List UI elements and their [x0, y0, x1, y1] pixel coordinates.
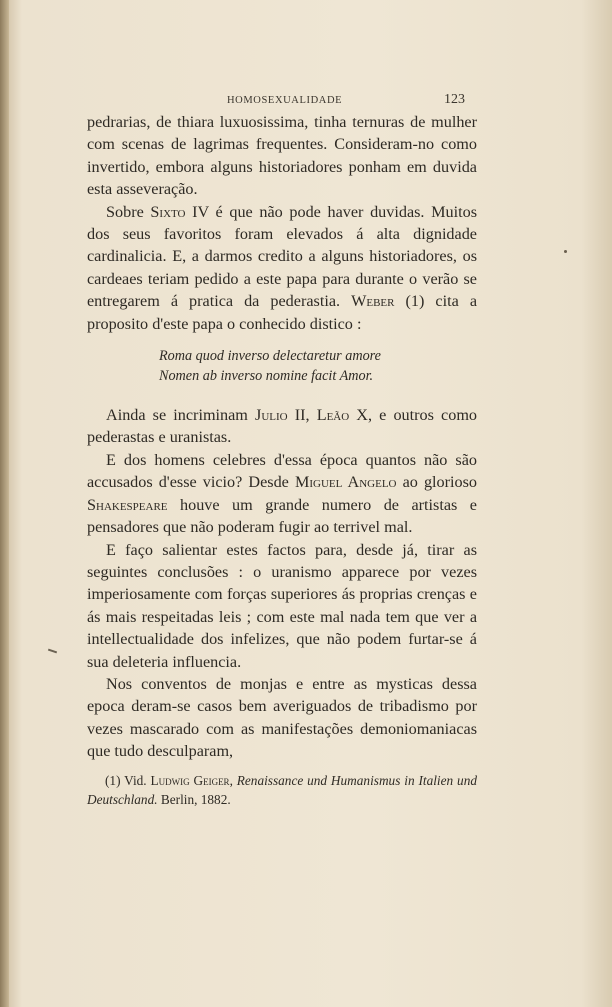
person-name-miguel-angelo: Miguel Angelo [294, 473, 397, 492]
paragraph-3-text-b: II, [287, 406, 317, 425]
footnote [87, 771, 477, 809]
paragraph-2 [87, 201, 477, 335]
paragraph-2-text-b: IV é que não pode haver duvidas. Muitos dos seus favoritos foram elevados á alta dignidade cardinalicia. E, a darmos credito a alguns historiadores, os cardeaes teriam pedido a este papa para durante o verão se entregarem á pratica da pederastia. [87, 202, 477, 311]
person-name-julio: Julio [255, 406, 288, 425]
verse-line-2: Nomen ab inverso nomine facit Amor. [159, 367, 374, 384]
latin-distich [159, 347, 477, 386]
paragraph-3-text-a: Ainda se incriminam [106, 406, 256, 425]
person-name-sixto: Sixto [150, 202, 186, 221]
verse-line-1: Roma quod inverso delectaretur amore [159, 348, 381, 365]
paragraph-5: E faço salientar estes factos para, desde já, tirar as seguintes conclusões : o uranismo apparece por vezes imperiosamente com forças superiores ás proprias crenças e ás mais respeitadas leis ; com este mal nada tem que ver a intellectualidade dos infelizes, que não podem furtar-se á sua deleteria influencia. [87, 540, 477, 671]
paragraph-2-text-a: Sobre [106, 202, 151, 221]
footnote-book-title: Renaissance und Humanismus in Italien und Deutschland. [87, 772, 477, 807]
running-head-title: HOMOSEXUALIDADE [227, 95, 343, 106]
footnote-place-date: Berlin, 1882. [157, 791, 231, 807]
text-block [87, 85, 477, 809]
person-name-shakespeare: Shakespeare [87, 495, 168, 514]
body-text [87, 111, 477, 763]
footnote-separator: , [229, 772, 237, 788]
paragraph-4-text-b: ao glorioso [396, 473, 478, 492]
paragraph-3 [87, 404, 477, 449]
paragraph-4-text-c: houve um grande numero de artistas e pensadores que não poderam fugir ao terrivel mal. [87, 495, 477, 537]
paragraph-2-text-c: (1) cita a proposito d'este papa o conhecido distico : [87, 292, 478, 333]
ink-speck [564, 250, 567, 253]
person-name-leao: Leão [316, 406, 350, 425]
paragraph-4-text-a: E dos homens celebres d'essa época quantos não são accusados d'esse vicio? Desde [87, 450, 477, 492]
running-head [87, 85, 477, 111]
paragraph-1: pedrarias, de thiara luxuosissima, tinha ternuras de mulher com scenas de lagrimas frequentes. Consideram-no como invertido, embora alguns historiadores ponham em duvida esta asseveração. [87, 113, 477, 199]
margin-mark [48, 649, 57, 654]
paragraph-4 [87, 449, 477, 539]
paragraph-6: Nos conventos de monjas e entre as mysticas dessa epoca deram-se casos bem averiguados de tribadismo por vezes mascarado com as manifestações demoniomaniacas que tudo desculparam, [87, 674, 477, 761]
person-name-weber: Weber [351, 292, 395, 311]
footnote-author: Ludwig Geiger [150, 772, 230, 788]
footnote-marker: (1) Vid. [105, 772, 151, 788]
book-spine-shadow [0, 0, 9, 1007]
page-number: 123 [444, 92, 465, 107]
paragraph-3-text-c: X, e outros como pederastas e uranistas. [87, 406, 478, 447]
